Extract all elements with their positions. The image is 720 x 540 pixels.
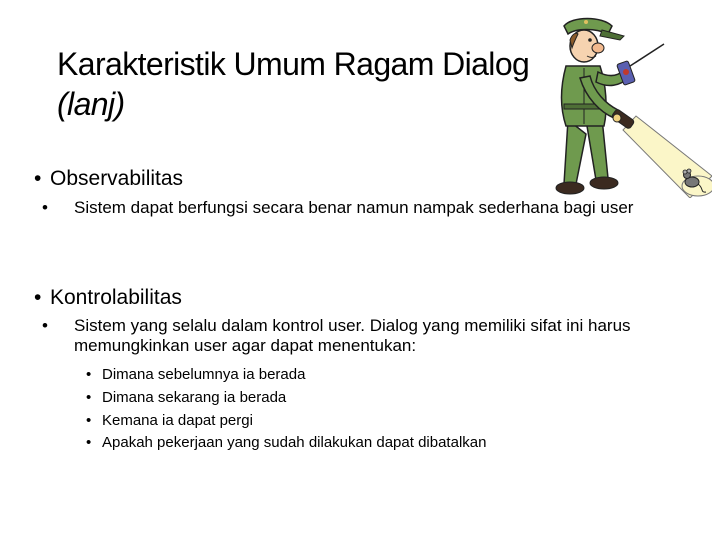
sub-bullet-kontrolabilitas bbox=[42, 316, 678, 356]
bullet-kontrolabilitas bbox=[34, 285, 182, 311]
bullet-observabilitas bbox=[34, 166, 183, 192]
detective-clipart-illustration bbox=[540, 8, 712, 198]
list-item-text: Apakah pekerjaan yang sudah dilakukan dapat dibatalkan bbox=[102, 434, 487, 451]
slide-title bbox=[57, 44, 529, 124]
list-item bbox=[86, 388, 286, 408]
bullet-glyph: • bbox=[34, 167, 42, 190]
sub-bullet-text: Sistem yang selalu dalam kontrol user. Dialog yang memiliki sifat ini harus memungkinkan user agar dapat menentukan: bbox=[74, 316, 631, 355]
bullet-glyph: • bbox=[86, 389, 92, 406]
bullet-glyph: • bbox=[42, 198, 48, 217]
bullet-glyph: • bbox=[86, 412, 92, 429]
list-item-text: Dimana sebelumnya ia berada bbox=[102, 366, 306, 383]
title-line-1: Karakteristik Umum Ragam Dialog bbox=[57, 46, 530, 82]
list-item bbox=[86, 433, 486, 453]
title-line-2: (lanj) bbox=[57, 86, 125, 122]
bullet-glyph: • bbox=[86, 366, 92, 383]
list-item-text: Dimana sekarang ia berada bbox=[102, 389, 287, 406]
list-item bbox=[86, 411, 253, 431]
list-item bbox=[86, 365, 305, 385]
bullet-glyph: • bbox=[86, 434, 92, 451]
bullet-glyph: • bbox=[42, 316, 48, 335]
bullet-glyph: • bbox=[34, 286, 42, 309]
bullet-label: Kontrolabilitas bbox=[50, 286, 182, 309]
sub-bullet-observabilitas bbox=[42, 198, 668, 218]
list-item-text: Kemana ia dapat pergi bbox=[102, 412, 253, 429]
sub-bullet-text: Sistem dapat berfungsi secara benar namun nampak sederhana bagi user bbox=[74, 198, 634, 217]
bullet-label: Observabilitas bbox=[50, 167, 184, 190]
